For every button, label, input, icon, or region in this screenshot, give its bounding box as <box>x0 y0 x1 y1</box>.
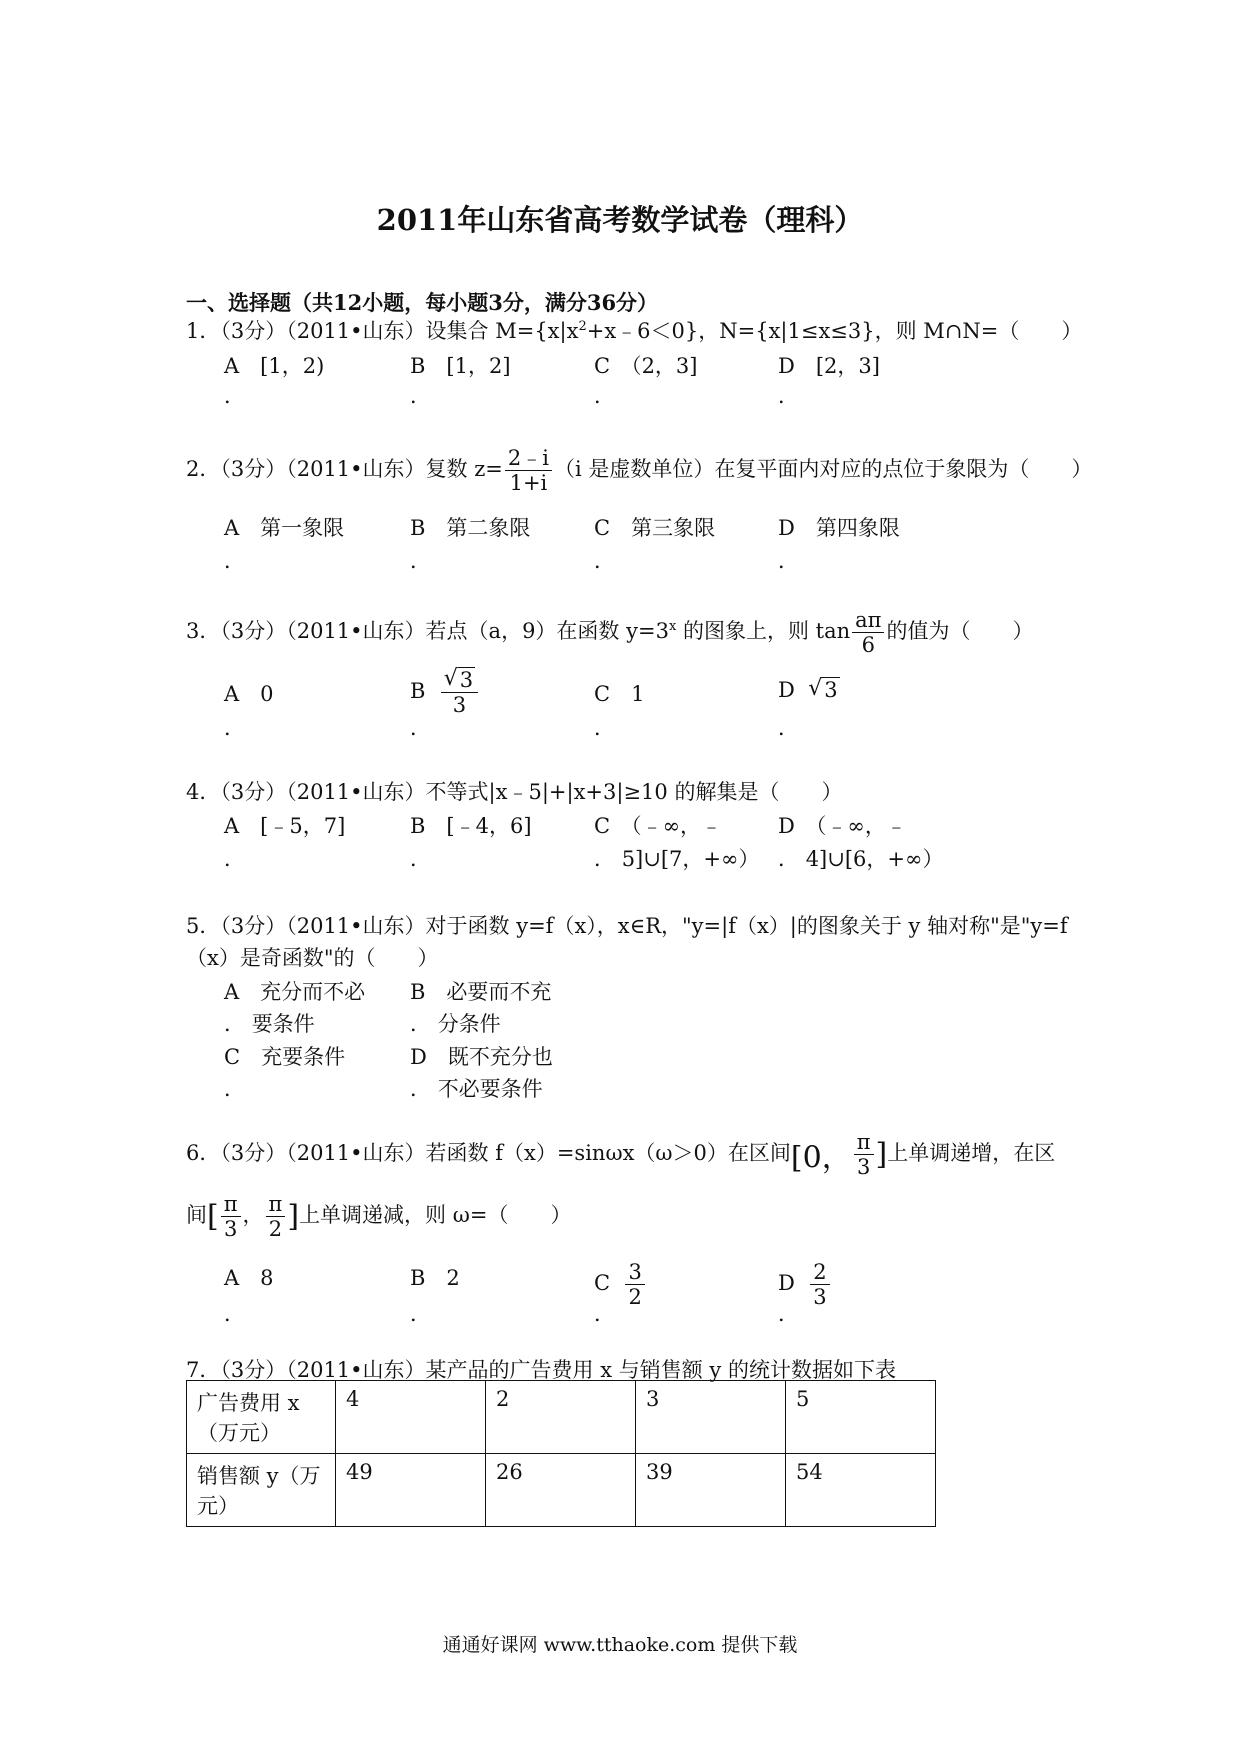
section-heading: 一、选择题（共12小题，每小题3分，满分36分） <box>186 290 659 315</box>
q2-option-d: D 第四象限 <box>778 516 900 540</box>
q5-dot-c: ． <box>224 1077 245 1101</box>
table-cell: 3 <box>636 1381 786 1454</box>
table-cell: 49 <box>336 1454 486 1527</box>
table-cell: 4 <box>336 1381 486 1454</box>
q4-option-d: D （﹣∞，﹣ <box>778 814 907 838</box>
table-cell: 54 <box>786 1454 936 1527</box>
q1-option-b: B [1，2] <box>410 354 511 378</box>
q4-option-b: B [﹣4，6] <box>410 814 532 838</box>
q2-fraction: $\frac{2﹣i}{1+i}$ <box>505 446 552 495</box>
q4-option-c: C （﹣∞，﹣ <box>594 814 723 838</box>
q1-dot-a: ． <box>224 384 245 408</box>
table-row <box>187 1381 936 1454</box>
q3-dot-c: ． <box>594 716 615 740</box>
q4-option-a: A [﹣5，7] <box>224 814 346 838</box>
page-title: 2011年山东省高考数学试卷（理科） <box>376 203 864 237</box>
q2-option-a: A 第一象限 <box>224 516 345 540</box>
q4-option-c-cont: ． 5]∪[7，+∞） <box>594 847 760 871</box>
q6-option-d: D $\frac{2}{3}$ <box>778 1260 832 1309</box>
q6-dot-c: ． <box>594 1302 615 1326</box>
q4-option-d-cont: ． 4]∪[6，+∞） <box>778 847 944 871</box>
q1-option-c: C （2，3] <box>594 354 698 378</box>
q3-option-c: C 1 <box>594 682 645 706</box>
question-5-stem-line2: （x）是奇函数"的（ ） <box>186 946 439 970</box>
page-footer: 通通好课网 www.tthaoke.com 提供下载 <box>442 1634 798 1656</box>
q2-option-b: B 第二象限 <box>410 516 531 540</box>
q1-dot-d: ． <box>778 384 799 408</box>
q5-option-d-cont: ． 不必要条件 <box>410 1077 543 1101</box>
q6-dot-a: ． <box>224 1302 245 1326</box>
table-cell: 39 <box>636 1454 786 1527</box>
q2-option-c: C 第三象限 <box>594 516 716 540</box>
q1-dot-c: ． <box>594 384 615 408</box>
q2-dot-a: ． <box>224 549 245 573</box>
q3-dot-a: ． <box>224 716 245 740</box>
question-7-stem: 7．（3分）（2011•山东）某产品的广告费用 x 与销售额 y 的统计数据如下表 <box>186 1358 896 1382</box>
q3-dot-d: ． <box>778 716 799 740</box>
q1-option-a: A [1，2) <box>224 354 325 378</box>
q4-dot-b: ． <box>410 847 431 871</box>
q3-dot-b: ． <box>410 716 431 740</box>
q6-dot-d: ． <box>778 1302 799 1326</box>
table-cell: 销售额 y（万元） <box>187 1454 336 1527</box>
q1-option-d: D [2，3] <box>778 354 880 378</box>
data-table <box>186 1380 936 1527</box>
q5-option-d: D 既不充分也 <box>410 1045 553 1069</box>
q3-option-d: D √ 3 <box>778 678 840 702</box>
q5-option-c: C 充要条件 <box>224 1045 346 1069</box>
table-row <box>187 1454 936 1527</box>
q3-option-b: B √ $\frac{3}{3}$ <box>410 668 480 717</box>
q5-option-a: A 充分而不必 <box>224 980 366 1004</box>
q2-dot-c: ． <box>594 549 615 573</box>
table-cell: 5 <box>786 1381 936 1454</box>
table-cell: 广告费用 x（万元） <box>187 1381 336 1454</box>
question-5-stem-line1: 5．（3分）（2011•山东）对于函数 y=f（x），x∈R，"y=|f（x）|的图象关于 y 轴对称"是"y=f <box>186 914 1068 938</box>
question-2-stem: 2．（3分）（2011•山东）复数 z= $\frac{2﹣i}{1+i}$ （i 是虚数单位）在复平面内对应的点位于象限为（ ） <box>186 446 1093 496</box>
question-6-stem-line1: 6．（3分）（2011•山东）若函数 f（x）=sinωx（ω＞0）在区间[0， $\frac{\pi}{3}$ ]上单调递增，在区 <box>186 1130 1056 1180</box>
q6-dot-b: ． <box>410 1302 431 1326</box>
q6-option-a: A 8 <box>224 1266 274 1290</box>
q6-option-c: C $\frac{3}{2}$ <box>594 1260 647 1309</box>
q2-dot-b: ． <box>410 549 431 573</box>
q6-option-b: B 2 <box>410 1266 460 1290</box>
question-6-stem-line2: 间[ $\frac{\pi}{3}$ ， $\frac{\pi}{2}$ ]上单调递减，则 ω=（ ） <box>186 1192 572 1242</box>
q5-option-b: B 必要而不充 <box>410 980 552 1004</box>
q5-option-b-cont: ． 分条件 <box>410 1012 501 1036</box>
question-1-stem: 1．（3分）（2011•山东）设集合 $M=\{x|x^2+x﹣6<0\}$，N={x|1≤x≤3}，则 M∩N=（ ） <box>186 319 1083 343</box>
table-cell: 2 <box>486 1381 636 1454</box>
question-3-stem: 3．（3分）（2011•山东）若点（a，9）在函数 $y=3^x$ 的图象上，则 tan $\frac{a\pi}{6}$ 的值为（ ） <box>186 608 1034 658</box>
q2-dot-d: ． <box>778 549 799 573</box>
q1-dot-b: ． <box>410 384 431 408</box>
table-cell: 26 <box>486 1454 636 1527</box>
q3-fraction: $\frac{a\pi}{6}$ <box>852 608 884 657</box>
q4-dot-a: ． <box>224 847 245 871</box>
q5-option-a-cont: ． 要条件 <box>224 1012 315 1036</box>
question-4-stem: 4．（3分）（2011•山东）不等式|x﹣5|+|x+3|≥10 的解集是（ ） <box>186 780 843 804</box>
q3-option-a: A 0 <box>224 682 274 706</box>
